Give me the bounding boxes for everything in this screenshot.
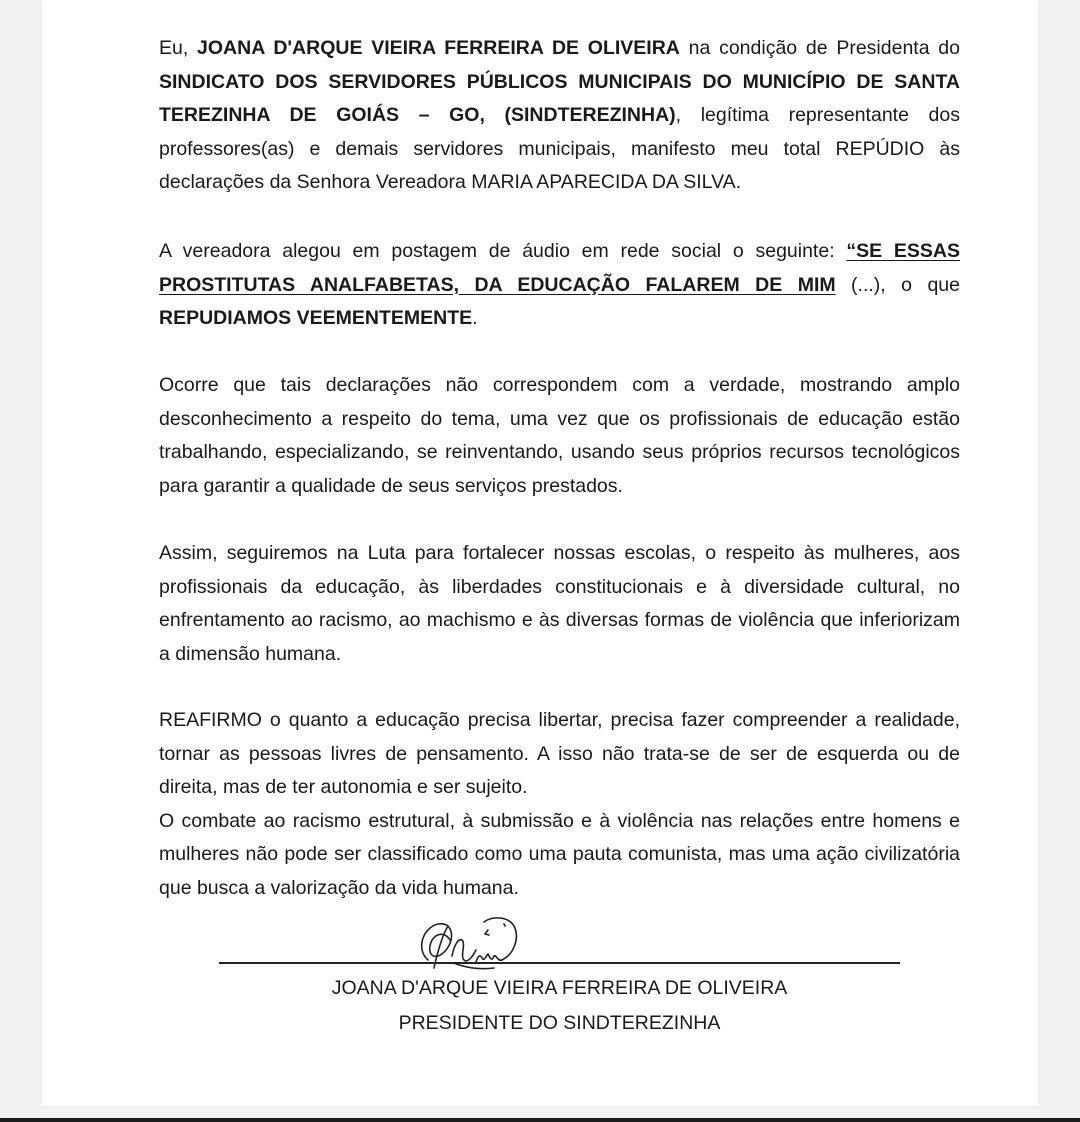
union-name: SINDICATO DOS SERVIDORES PÚBLICOS MUNICIPAIS DO MUNICÍPIO DE SANTA TEREZINHA DE GOIÁS – GO, (SINDTEREZINHA) — [159, 70, 960, 126]
quoted-statement: “SE ESSAS PROSTITUTAS ANALFABETAS, DA EDUCAÇÃO FALAREM DE MIM — [159, 240, 960, 296]
signatory-title: PRESIDENTE DO SINDTEREZINHA — [398, 1012, 721, 1034]
signatory-full-name: JOANA D'ARQUE VIEIRA FERREIRA DE OLIVEIRA — [331, 977, 788, 999]
signature-line — [219, 962, 900, 964]
paragraph-reaffirm: REAFIRMO o quanto a educação precisa libertar, precisa fazer compreender a realidade, tornar as pessoas livres de pensamento. A isso não trata-se de ser de esquerda ou de direita, mas de ter autonomia e ser sujeito. O combate ao racismo estrutural, à submissão e à violência nas relações entre homens e mulheres não pode ser classificado como uma pauta comunista, mas uma ação civilizatória que busca a valorização da vida humana. — [159, 704, 960, 905]
paragraph-combat: O combate ao racismo estrutural, à submissão e à violência nas relações entre homens e mulheres não pode ser classificado como uma pauta comunista, mas uma ação civilizatória que busca a valorização da vida humana. — [159, 809, 960, 899]
paragraph-quote: A vereadora alegou em postagem de áudio em rede social o seguinte: “SE ESSAS PROSTITUTAS ANALFABETAS, DA EDUCAÇÃO FALAREM DE MIM (...), o que REPUDIAMOS VEEMENTEMENTE. — [159, 240, 960, 329]
repudiation-emphasis: REPUDIAMOS VEEMENTEMENTE — [159, 307, 473, 329]
handwritten-signature — [408, 910, 533, 978]
paragraph-declaration: Eu, JOANA D'ARQUE VIEIRA FERREIRA DE OLIVEIRA na condição de Presidenta do SINDICATO DOS SERVIDORES PÚBLICOS MUNICIPAIS DO MUNICÍPIO DE SANTA TEREZINHA DE GOIÁS – GO, (SINDTEREZINHA), legítima representante dos professores(as) e demais servidores municipais, manifesto meu total REPÚDIO às declarações da Senhora Vereadora MARIA APARECIDA DA SILVA. — [159, 37, 961, 193]
signatory-name: JOANA D'ARQUE VIEIRA FERREIRA DE OLIVEIRA — [197, 37, 680, 59]
bottom-divider — [0, 1118, 1080, 1122]
paragraph-rebuttal: Ocorre que tais declarações não correspondem com a verdade, mostrando amplo desconhecimento a respeito do tema, uma vez que os profissionais de educação estão trabalhando, especializando, se reinventando, usando seus próprios recursos tecnológicos para garantir a qualidade de seus serviços prestados. — [159, 374, 960, 497]
paragraph-commitment: Assim, seguiremos na Luta para fortalecer nossas escolas, o respeito às mulheres, aos profissionais da educação, às liberdades constitucionais e à diversidade cultural, no enfrentamento ao racismo, ao machismo e às diversas formas de violência que inferiorizam a dimensão humana. — [159, 542, 960, 665]
